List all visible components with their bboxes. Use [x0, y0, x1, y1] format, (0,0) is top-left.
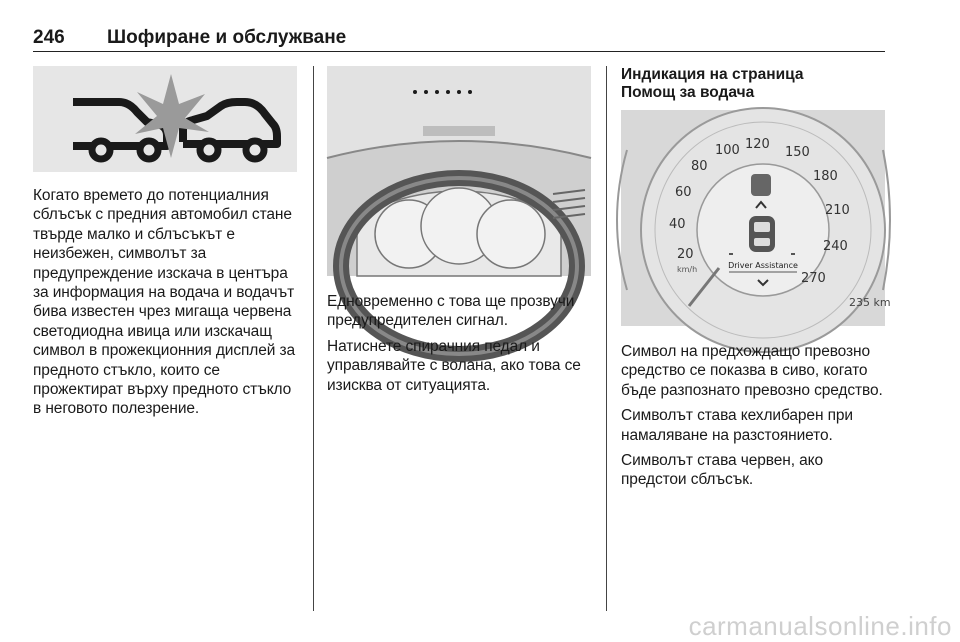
gauge-tick: 180 — [813, 169, 838, 184]
gauge-tick: 40 — [669, 217, 686, 232]
page-title: Шофиране и обслужване — [107, 27, 347, 48]
windshield-figure — [327, 66, 591, 276]
gauge-tick: 80 — [691, 159, 708, 174]
gauge-tick: 150 — [785, 145, 810, 160]
paragraph: Символът става кехлибарен при намаляване на разстоянието. — [621, 407, 853, 444]
paragraph: Натиснете спирачния педал и управлявайте с волана, ако това се изисква от ситуацията. — [327, 337, 581, 394]
gauge-tick: 60 — [675, 185, 692, 200]
driver-assistance-cluster-illustration — [621, 110, 891, 326]
column-divider — [606, 66, 607, 611]
gauge-tick: 210 — [825, 203, 850, 218]
column-divider — [313, 66, 314, 611]
odometer: 235 km — [849, 296, 891, 309]
driver-assistance-figure — [621, 110, 891, 326]
column-2 — [327, 292, 593, 395]
watermark: carmanualsonline.info — [688, 611, 952, 641]
windshield-led-strip-illustration — [327, 66, 591, 276]
gauge-tick: 20 — [677, 247, 694, 262]
gauge-tick: 100 — [715, 143, 740, 158]
gauge-tick: 120 — [745, 137, 770, 152]
collision-warning-figure — [33, 66, 297, 172]
gauge-tick: 240 — [823, 239, 848, 254]
paragraph: Когато времето до потенциалния сблъсък с предния автомобил стане твърде малко и сблъсъкът е неизбежен, символът за предупреждение изскача в центъра за информация на водача и водачът бива известен чрез мигаща червена светодиодна ивица или изскачащ символ в прожекционния дисплей за предното стъкло, които се прожектират върху предното стъкло в неговото полезрение. — [33, 187, 296, 418]
heading-line: Индикация на страница — [621, 66, 804, 83]
paragraph: Едновременно с това ще прозвучи предупредителен сигнал. — [327, 293, 575, 330]
gauge-tick: 270 — [801, 271, 826, 286]
heading-line: Помощ за водача — [621, 83, 755, 101]
column-3 — [621, 342, 886, 490]
page-number: 246 — [33, 27, 65, 48]
frontal-collision-warning-icon — [33, 66, 297, 172]
gauge-unit: km/h — [677, 265, 698, 274]
section-heading — [621, 66, 886, 101]
paragraph: Символът става червен, ако предстои сблъсък. — [621, 452, 824, 489]
gauge-label: Driver Assistance — [728, 261, 798, 270]
page-header — [33, 28, 885, 52]
column-1 — [33, 186, 301, 419]
paragraph: Символ на предхождащо превозно средство се показва в сиво, когато бъде разпознато превозно средство. — [621, 343, 883, 399]
